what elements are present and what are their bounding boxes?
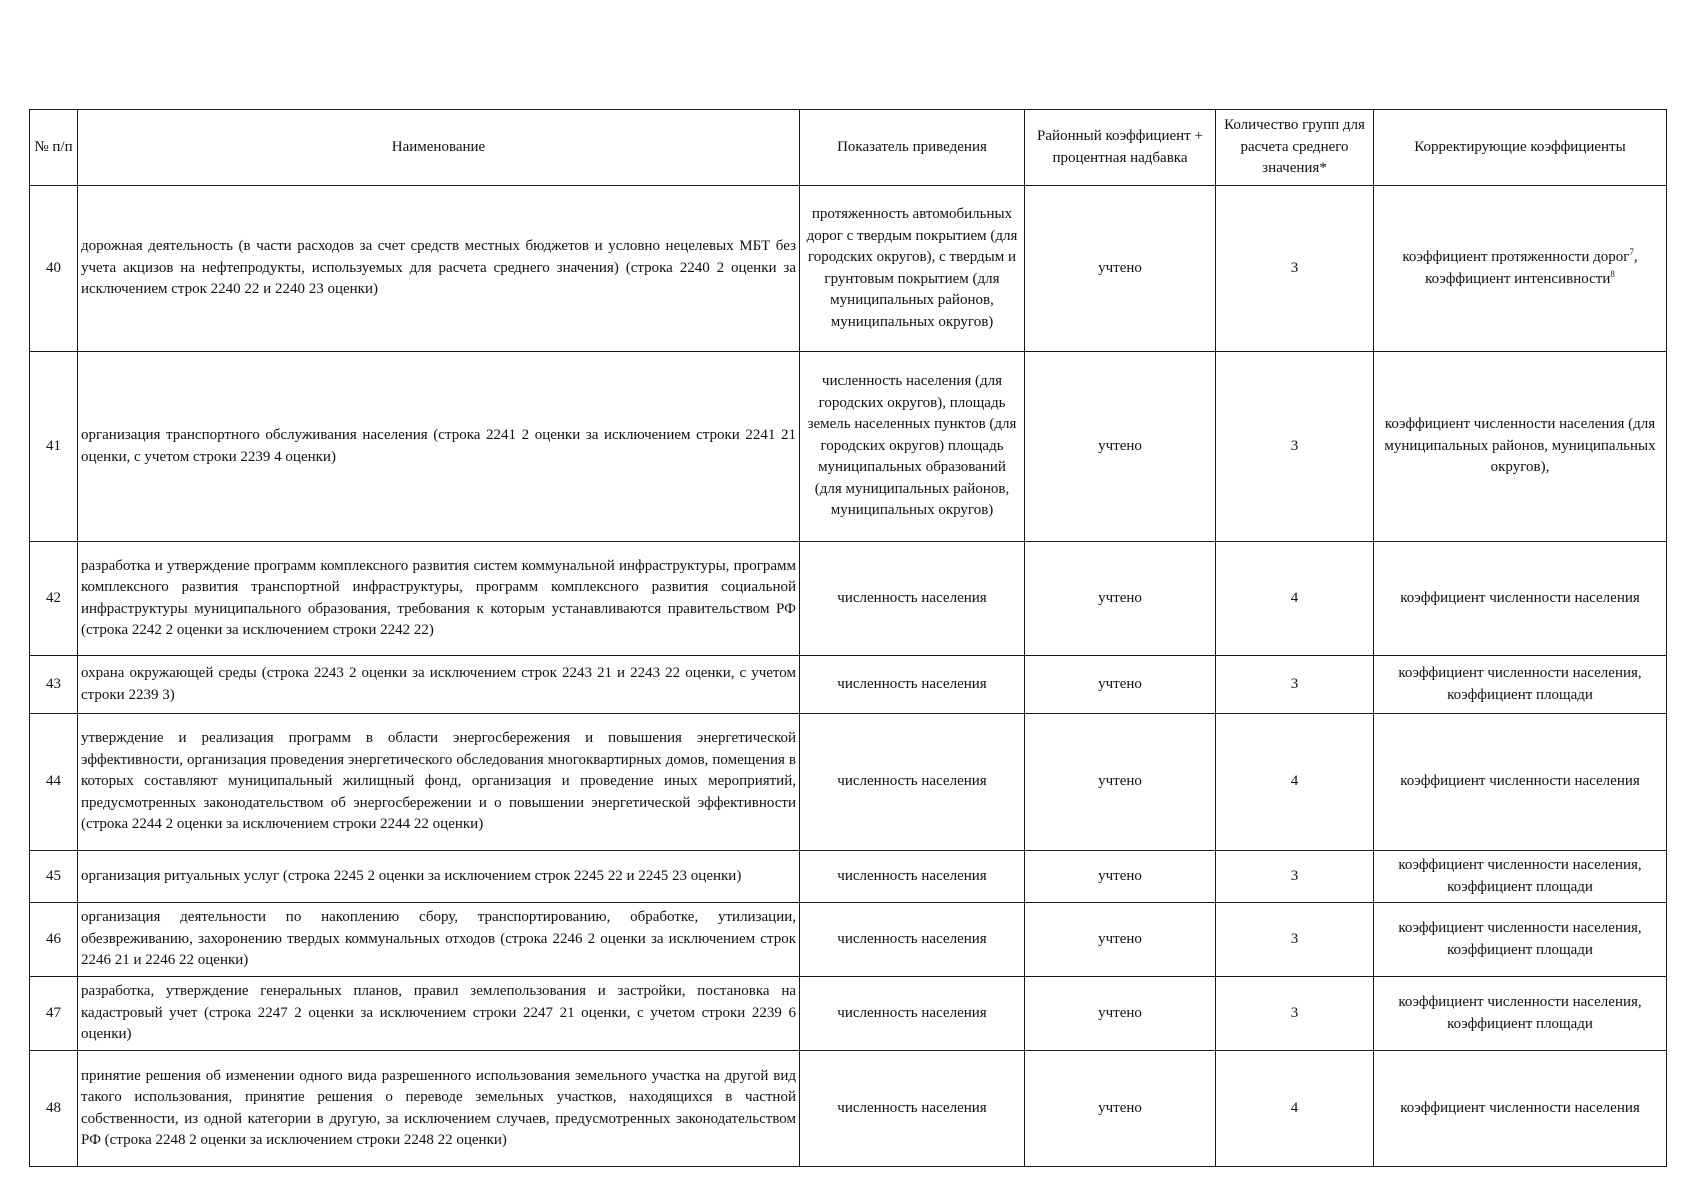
row-groups: 3 bbox=[1216, 352, 1374, 542]
table-row bbox=[30, 903, 1667, 977]
row-name: принятие решения об изменении одного вида разрешенного использования земельного участка на другой вид такого использования, принятие решения о переводе земельных участков, находящихся в частной собственности, из одной категории в другую, за исключением случаев, предусмотренных законодательством РФ (строка 2248 2 оценки за исключением строки 2248 22 оценки) bbox=[78, 1051, 800, 1167]
row-groups: 4 bbox=[1216, 1051, 1374, 1167]
row-groups: 3 bbox=[1216, 977, 1374, 1051]
row-correction: коэффициент численности населения, коэффициент площади bbox=[1374, 977, 1667, 1051]
header-name: Наименование bbox=[78, 110, 800, 186]
row-number: 42 bbox=[30, 542, 78, 656]
row-number: 41 bbox=[30, 352, 78, 542]
row-coef: учтено bbox=[1025, 656, 1216, 714]
row-correction: коэффициент численности населения bbox=[1374, 1051, 1667, 1167]
row-name: утверждение и реализация программ в области энергосбережения и повышения энергетической эффективности, организация проведения энергетического обследования многоквартирных домов, помещения в которых составляют муниципальный жилищный фонд, организация и проведение иных мероприятий, предусмотренных законодательством об энергосбережении и о повышении энергетической эффективности (строка 2244 2 оценки за исключением строки 2244 22 оценки) bbox=[78, 714, 800, 851]
row-number: 44 bbox=[30, 714, 78, 851]
row-indicator: численность населения bbox=[800, 656, 1025, 714]
row-groups: 3 bbox=[1216, 851, 1374, 903]
row-number: 40 bbox=[30, 186, 78, 352]
row-indicator: протяженность автомобильных дорог с твердым покрытием (для городских округов), с твердым и грунтовым покрытием (для муниципальных районов, муниципальных округов) bbox=[800, 186, 1025, 352]
row-name: охрана окружающей среды (строка 2243 2 оценки за исключением строк 2243 21 и 2243 22 оценки, с учетом строки 2239 3) bbox=[78, 656, 800, 714]
row-indicator: численность населения bbox=[800, 977, 1025, 1051]
row-name: разработка и утверждение программ комплексного развития систем коммунальной инфраструктуры, программ комплексного развития транспортной инфраструктуры, программ комплексного развития социальной инфраструктуры муниципального образования, требования к которым устанавливаются правительством РФ (строка 2242 2 оценки за исключением строки 2242 22) bbox=[78, 542, 800, 656]
table-row bbox=[30, 656, 1667, 714]
footnote-marker: 8 bbox=[1610, 268, 1615, 279]
row-name: организация ритуальных услуг (строка 2245 2 оценки за исключением строк 2245 22 и 2245 23 оценки) bbox=[78, 851, 800, 903]
row-indicator: численность населения bbox=[800, 851, 1025, 903]
row-coef: учтено bbox=[1025, 542, 1216, 656]
header-num: № п/п bbox=[30, 110, 78, 186]
row-coef: учтено bbox=[1025, 977, 1216, 1051]
footnote-marker: 7 bbox=[1629, 247, 1634, 257]
row-correction: коэффициент численности населения, коэффициент площади bbox=[1374, 903, 1667, 977]
table-row bbox=[30, 714, 1667, 851]
table-row bbox=[30, 977, 1667, 1051]
header-correction: Корректирующие коэффициенты bbox=[1374, 110, 1667, 186]
header-coef: Районный коэффициент + процентная надбавка bbox=[1025, 110, 1216, 186]
row-groups: 4 bbox=[1216, 714, 1374, 851]
table-row bbox=[30, 186, 1667, 352]
row-coef: учтено bbox=[1025, 1051, 1216, 1167]
table-row bbox=[30, 352, 1667, 542]
correction-text-b: коэффициент интенсивности bbox=[1425, 270, 1611, 287]
row-name: организация деятельности по накоплению сбору, транспортированию, обработке, утилизации, обезвреживанию, захоронению твердых коммунальных отходов (строка 2246 2 оценки за исключением строк 2246 21 и 2246 22 оценки) bbox=[78, 903, 800, 977]
row-correction: коэффициент численности населения, коэффициент площади bbox=[1374, 656, 1667, 714]
row-coef: учтено bbox=[1025, 903, 1216, 977]
row-number: 47 bbox=[30, 977, 78, 1051]
row-coef: учтено bbox=[1025, 186, 1216, 352]
row-name: дорожная деятельность (в части расходов за счет средств местных бюджетов и условно нецелевых МБТ без учета акцизов на нефтепродукты, используемых для расчета среднего значения) (строка 2240 2 оценки за исключением строк 2240 22 и 2240 23 оценки) bbox=[78, 186, 800, 352]
row-coef: учтено bbox=[1025, 714, 1216, 851]
row-groups: 3 bbox=[1216, 656, 1374, 714]
row-groups: 4 bbox=[1216, 542, 1374, 656]
header-groups: Количество групп для расчета среднего значения* bbox=[1216, 110, 1374, 186]
header-row bbox=[30, 110, 1667, 186]
row-indicator: численность населения bbox=[800, 903, 1025, 977]
row-correction: коэффициент численности населения bbox=[1374, 542, 1667, 656]
row-name: разработка, утверждение генеральных планов, правил землепользования и застройки, постановка на кадастровый учет (строка 2247 2 оценки за исключением строки 2247 21 оценки, с учетом строки 2239 6 оценки) bbox=[78, 977, 800, 1051]
table-row bbox=[30, 851, 1667, 903]
row-correction: коэффициент численности населения (для муниципальных районов, муниципальных округов), bbox=[1374, 352, 1667, 542]
table-row bbox=[30, 542, 1667, 656]
row-coef: учтено bbox=[1025, 851, 1216, 903]
row-correction: коэффициент численности населения bbox=[1374, 714, 1667, 851]
header-indicator: Показатель приведения bbox=[800, 110, 1025, 186]
row-name: организация транспортного обслуживания населения (строка 2241 2 оценки за исключением строки 2241 21 оценки, с учетом строки 2239 4 оценки) bbox=[78, 352, 800, 542]
row-indicator: численность населения (для городских округов), площадь земель населенных пунктов (для городских округов) площадь муниципальных образований (для муниципальных районов, муниципальных округов) bbox=[800, 352, 1025, 542]
row-indicator: численность населения bbox=[800, 542, 1025, 656]
row-number: 43 bbox=[30, 656, 78, 714]
correction-text-a: коэффициент протяженности дорог bbox=[1402, 249, 1630, 265]
row-coef: учтено bbox=[1025, 352, 1216, 542]
row-number: 48 bbox=[30, 1051, 78, 1167]
row-number: 46 bbox=[30, 903, 78, 977]
row-correction: коэффициент протяженности дорог$^7$, коэффициент интенсивности$^8$ bbox=[1374, 186, 1667, 352]
row-indicator: численность населения bbox=[800, 1051, 1025, 1167]
row-number: 45 bbox=[30, 851, 78, 903]
coefficients-table bbox=[29, 109, 1667, 1167]
row-groups: 3 bbox=[1216, 903, 1374, 977]
row-indicator: численность населения bbox=[800, 714, 1025, 851]
table-row bbox=[30, 1051, 1667, 1167]
row-correction: коэффициент численности населения, коэффициент площади bbox=[1374, 851, 1667, 903]
row-groups: 3 bbox=[1216, 186, 1374, 352]
